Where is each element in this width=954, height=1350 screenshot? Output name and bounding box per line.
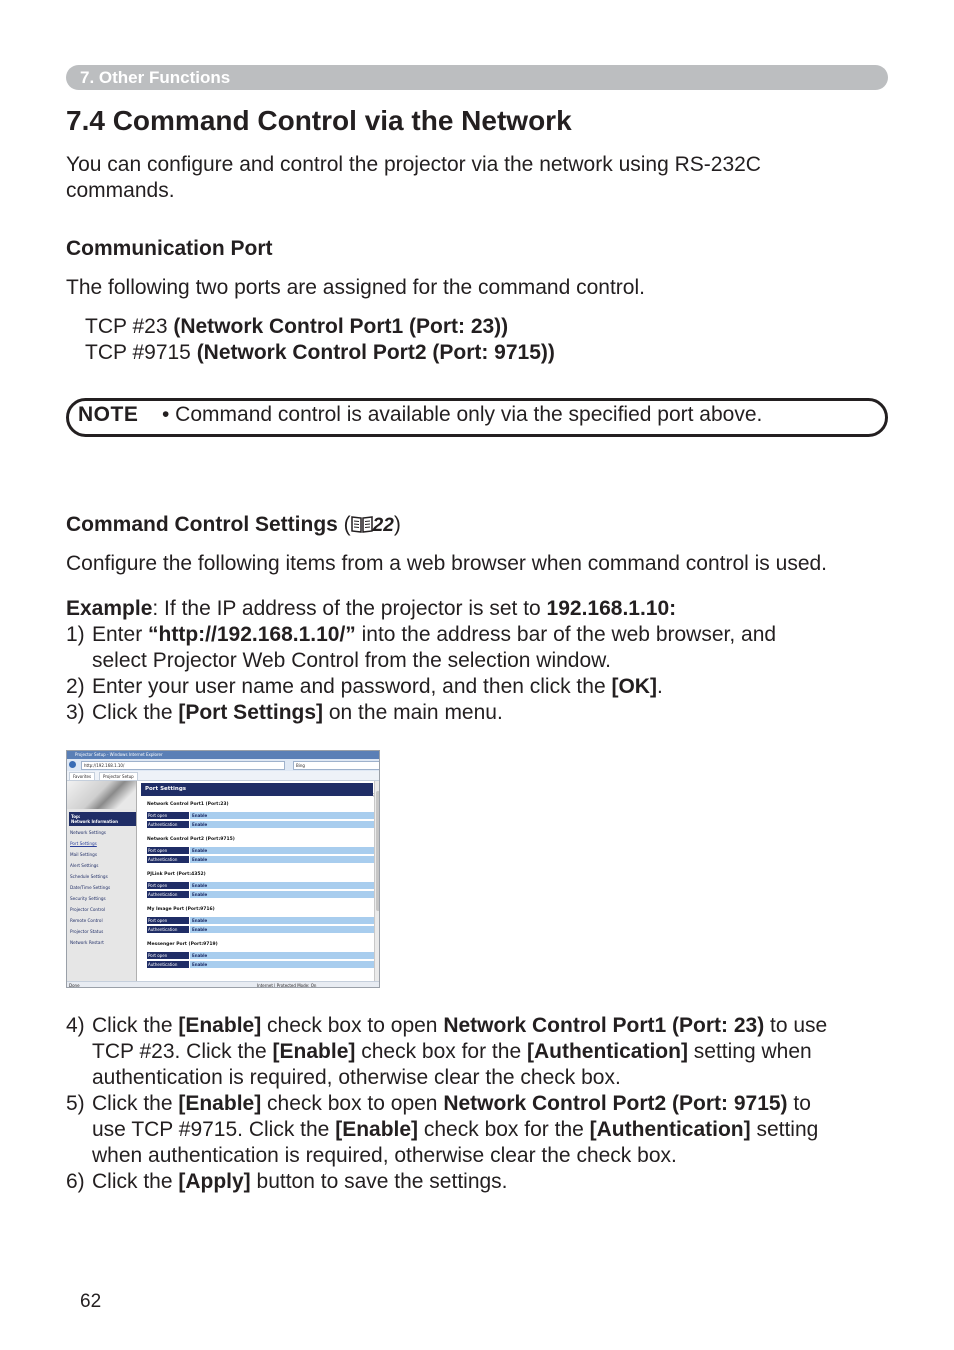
port-row: Port open Enable	[147, 847, 374, 854]
web-sidebar	[67, 781, 137, 981]
browser-screenshot	[66, 750, 380, 988]
page-title: 7.4 Command Control via the Network	[66, 105, 572, 136]
port-row: Authentication Enable	[147, 926, 374, 933]
section-bar	[66, 65, 888, 90]
enable-checkbox[interactable]: Enable	[190, 917, 374, 924]
port-group-title: Network Control Port1 (Port:23)	[147, 802, 229, 807]
list-item: 5) Click the [Enable] check box to open Network Control Port2 (Port: 9715) to use TCP #9715. Click the [Enable] check box for the [Authentication] setting when authentication is required, otherwise clear the check box.	[66, 1092, 819, 1167]
menu-projector-status[interactable]: Projector Status	[70, 929, 104, 934]
address-input[interactable]: http://192.168.1.10/	[81, 761, 285, 770]
intro-line-1: You can configure and control the projector via the network using RS-232C	[66, 153, 761, 176]
enable-checkbox[interactable]: Enable	[190, 891, 374, 898]
page-reference[interactable]: 22	[372, 515, 394, 536]
port-group-title: PJLink Port (Port:4352)	[147, 872, 206, 877]
port-row: Authentication Enable	[147, 961, 374, 968]
steps-list-b	[66, 1013, 896, 1195]
menu-top-item[interactable]: Top: Network Information	[69, 812, 136, 826]
list-item: 4) Click the [Enable] check box to open Network Control Port1 (Port: 23) to use TCP #23. Click the [Enable] check box for the [Authentication] setting when authentication is required, otherwise clear the check box.	[66, 1014, 828, 1089]
search-input[interactable]: Bing	[293, 761, 380, 770]
intro-paragraph	[66, 152, 761, 204]
menu-schedule-settings[interactable]: Schedule Settings	[70, 874, 108, 879]
intro-line-2: commands.	[66, 179, 175, 202]
menu-security-settings[interactable]: Security Settings	[70, 896, 106, 901]
menu-remote-control[interactable]: Remote Control	[70, 918, 103, 923]
command-control-settings-heading: Command Control Settings ( 22)	[66, 513, 401, 536]
port-group-title: Messenger Port (Port:9719)	[147, 942, 218, 947]
menu-projector-control[interactable]: Projector Control	[70, 907, 106, 912]
list-item: 6) Click the [Apply] button to save the settings.	[66, 1170, 508, 1193]
port-settings-content	[137, 781, 373, 981]
port-row: Authentication Enable	[147, 891, 374, 898]
page-number: 62	[80, 1291, 102, 1312]
back-icon[interactable]	[69, 761, 76, 768]
menu-port-settings[interactable]: Port Settings	[70, 841, 97, 846]
tab-favorites[interactable]: Favorites	[69, 772, 95, 781]
port-row: Port open Enable	[147, 917, 374, 924]
port-settings-header: Port Settings	[141, 783, 373, 796]
note-text: • Command control is available only via the specified port above.	[162, 403, 763, 426]
list-item: 3) Click the [Port Settings] on the main menu.	[66, 701, 503, 724]
port-row: Port open Enable	[147, 952, 374, 959]
menu-date-time-settings[interactable]: Date/Time Settings	[70, 885, 111, 890]
section-title: 7. Other Functions	[80, 68, 231, 87]
port-list	[85, 314, 555, 366]
menu-mail-settings[interactable]: Mail Settings	[70, 852, 98, 857]
enable-checkbox[interactable]: Enable	[190, 926, 374, 933]
enable-checkbox[interactable]: Enable	[190, 856, 374, 863]
communication-port-text: The following two ports are assigned for the command control.	[66, 276, 645, 299]
tab-bar	[67, 771, 379, 781]
note-label: NOTE	[78, 403, 139, 426]
enable-checkbox[interactable]: Enable	[190, 821, 374, 828]
window-titlebar: Projector Setup - Windows Internet Explorer	[67, 751, 379, 759]
port-group-title: Network Control Port2 (Port:9715)	[147, 837, 235, 842]
enable-checkbox[interactable]: Enable	[190, 952, 374, 959]
list-item: 2) Enter your user name and password, and then click the [OK].	[66, 675, 663, 698]
enable-checkbox[interactable]: Enable	[190, 847, 374, 854]
scrollbar-thumb[interactable]	[376, 791, 380, 911]
projector-logo	[67, 781, 136, 809]
settings-text: Configure the following items from a web browser when command control is used.	[66, 552, 828, 575]
port-1: TCP #23 (Network Control Port1 (Port: 23))	[85, 315, 509, 338]
menu-network-restart[interactable]: Network Restart	[70, 940, 104, 945]
port-row: Authentication Enable	[147, 821, 374, 828]
enable-checkbox[interactable]: Enable	[190, 882, 374, 889]
example-line: Example: If the IP address of the projector is set to 192.168.1.10:	[66, 597, 677, 620]
port-row: Port open Enable	[147, 882, 374, 889]
menu-network-settings[interactable]: Network Settings	[70, 830, 106, 835]
status-bar: Done Internet | Protected Mode: On	[67, 981, 379, 988]
book-icon	[351, 515, 373, 533]
port-group-title: My Image Port (Port:9716)	[147, 907, 215, 912]
vertical-scrollbar[interactable]	[374, 781, 380, 981]
tab-projector-setup[interactable]: Projector Setup	[99, 772, 138, 781]
enable-checkbox[interactable]: Enable	[190, 961, 374, 968]
enable-checkbox[interactable]: Enable	[190, 812, 374, 819]
communication-port-heading: Communication Port	[66, 237, 273, 260]
port-row: Authentication Enable	[147, 856, 374, 863]
steps-list-a	[66, 622, 896, 726]
menu-alert-settings[interactable]: Alert Settings	[70, 863, 99, 868]
port-row: Port open Enable	[147, 812, 374, 819]
list-item: 1) Enter “http://192.168.1.10/” into the address bar of the web browser, and select Projector Web Control from the selection window.	[66, 623, 777, 672]
port-2: TCP #9715 (Network Control Port2 (Port: 9715))	[85, 341, 555, 364]
